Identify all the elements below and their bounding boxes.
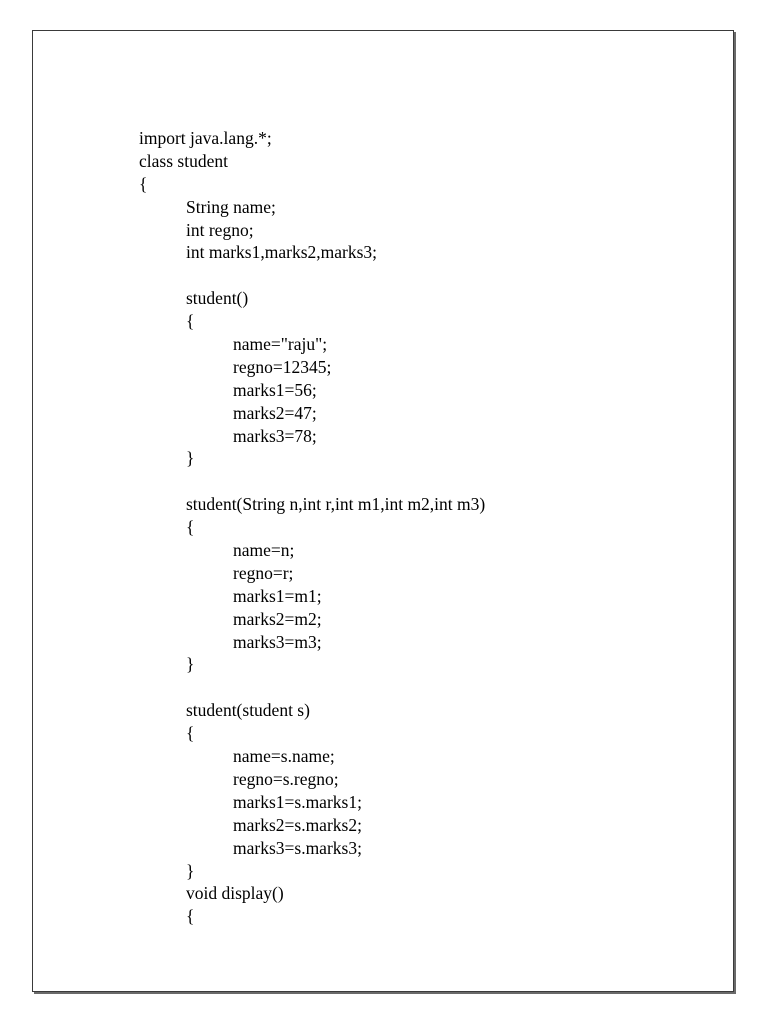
code-line: class student (139, 150, 228, 171)
code-line: { (186, 311, 195, 332)
code-line: { (139, 173, 148, 194)
code-line: { (186, 723, 195, 744)
code-line: marks3=78; (233, 425, 317, 446)
code-line: marks2=m2; (233, 608, 322, 629)
code-line: marks1=m1; (233, 585, 322, 606)
code-listing (139, 127, 485, 928)
code-line: void display() (186, 883, 284, 904)
code-line: int marks1,marks2,marks3; (186, 242, 378, 263)
code-line: } (186, 448, 195, 469)
code-line: } (186, 654, 195, 675)
blank-line (139, 676, 485, 699)
blank-line (139, 470, 485, 493)
code-line: regno=r; (233, 562, 294, 583)
code-line: marks2=s.marks2; (233, 814, 362, 835)
code-line: marks2=47; (233, 402, 317, 423)
code-line: student(student s) (186, 700, 310, 721)
code-line: int regno; (186, 219, 254, 240)
code-line: marks3=m3; (233, 631, 322, 652)
code-line: name="raju"; (233, 334, 328, 355)
code-line: } (186, 860, 195, 881)
code-line: import java.lang.*; (139, 128, 272, 148)
code-line: marks3=s.marks3; (233, 837, 362, 858)
code-line: { (186, 906, 195, 927)
code-line: marks1=s.marks1; (233, 791, 362, 812)
code-line: regno=12345; (233, 356, 332, 377)
code-line: String name; (186, 196, 276, 217)
code-line: student(String n,int r,int m1,int m2,int m3) (186, 494, 486, 515)
code-line: student() (186, 288, 249, 309)
blank-line (139, 264, 485, 287)
code-line: regno=s.regno; (233, 768, 339, 789)
code-line: name=s.name; (233, 746, 335, 767)
code-line: marks1=56; (233, 379, 317, 400)
code-line: name=n; (233, 540, 295, 561)
code-line: { (186, 517, 195, 538)
